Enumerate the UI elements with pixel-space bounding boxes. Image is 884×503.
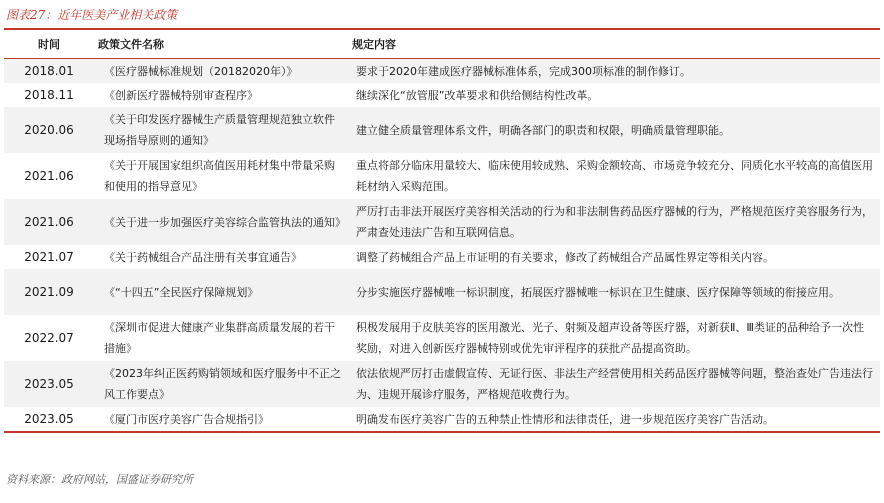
row-document: 《关于进一步加强医疗美容综合监管执法的通知》 xyxy=(94,199,348,245)
table-row xyxy=(4,107,880,153)
row-date: 2021.06 xyxy=(4,199,94,245)
row-content: 积极发展用于皮肤美容的医用激光、光子、射频及超声设备等医疗器，对新获Ⅱ、Ⅲ类证的品种给予一次性奖励，对进入创新医疗器械特别或优先审评程序的获批产品提高资助。 xyxy=(348,315,880,361)
source-note: 资料来源：政府网站，国盛证券研究所 xyxy=(6,473,193,486)
table-row xyxy=(4,315,880,361)
row-content: 严厉打击非法开展医疗美容相关活动的行为和非法制售药品医疗器械的行为，严格规范医疗美容服务行为，严肃查处违法广告和互联网信息。 xyxy=(348,199,880,245)
row-date: 2023.05 xyxy=(4,407,94,432)
row-date: 2021.09 xyxy=(4,269,94,315)
column-header-date: 时间 xyxy=(4,30,94,59)
table-row xyxy=(4,83,880,107)
row-date: 2018.01 xyxy=(4,59,94,84)
row-content: 继续深化“放管服”改革要求和供给侧结构性改革。 xyxy=(348,83,880,107)
row-document: 《2023年纠正医药购销领域和医疗服务中不正之风工作要点》 xyxy=(94,361,348,407)
policy-table-container xyxy=(4,28,880,433)
table-row xyxy=(4,407,880,432)
row-content: 调整了药械组合产品上市证明的有关要求，修改了药械组合产品属性界定等相关内容。 xyxy=(348,245,880,269)
table-row xyxy=(4,199,880,245)
row-document: 《创新医疗器械特别审查程序》 xyxy=(94,83,348,107)
table-row xyxy=(4,59,880,84)
row-date: 2020.06 xyxy=(4,107,94,153)
table-row xyxy=(4,245,880,269)
row-document: 《关于药械组合产品注册有关事宜通告》 xyxy=(94,245,348,269)
row-content: 分步实施医疗器械唯一标识制度，拓展医疗器械唯一标识在卫生健康、医疗保障等领域的衔接应用。 xyxy=(348,269,880,315)
table-row xyxy=(4,153,880,199)
row-document: 《“十四五”全民医疗保障规划》 xyxy=(94,269,348,315)
row-content: 重点将部分临床用量较大、临床使用较成熟、采购金额较高、市场竞争较充分、同质化水平较高的高值医用耗材纳入采购范围。 xyxy=(348,153,880,199)
policy-table xyxy=(4,30,880,433)
row-document: 《关于开展国家组织高值医用耗材集中带量采购和使用的指导意见》 xyxy=(94,153,348,199)
table-row xyxy=(4,361,880,407)
row-date: 2023.05 xyxy=(4,361,94,407)
figure-title: 图表27：近年医美产业相关政策 xyxy=(6,8,178,22)
row-content: 要求于2020年建成医疗器械标准体系，完成300项标准的制作修订。 xyxy=(348,59,880,84)
row-document: 《厦门市医疗美容广告合规指引》 xyxy=(94,407,348,432)
row-date: 2018.11 xyxy=(4,83,94,107)
table-header-row xyxy=(4,30,880,59)
column-header-document: 政策文件名称 xyxy=(94,30,348,59)
row-date: 2021.07 xyxy=(4,245,94,269)
row-date: 2022.07 xyxy=(4,315,94,361)
table-row xyxy=(4,269,880,315)
row-content: 建立健全质量管理体系文件，明确各部门的职责和权限，明确质量管理职能。 xyxy=(348,107,880,153)
row-document: 《关于印发医疗器械生产质量管理规范独立软件现场指导原则的通知》 xyxy=(94,107,348,153)
row-content: 依法依规严厉打击虚假宣传、无证行医、非法生产经营使用相关药品医疗器械等问题，整治查处广告违法行为、违规开展诊疗服务，严格规范收费行为。 xyxy=(348,361,880,407)
row-content: 明确发布医疗美容广告的五种禁止性情形和法律责任，进一步规范医疗美容广告活动。 xyxy=(348,407,880,432)
column-header-content: 规定内容 xyxy=(348,30,880,59)
row-document: 《医疗器械标准规划（20182020年）》 xyxy=(94,59,348,84)
row-document: 《深圳市促进大健康产业集群高质量发展的若干措施》 xyxy=(94,315,348,361)
row-date: 2021.06 xyxy=(4,153,94,199)
